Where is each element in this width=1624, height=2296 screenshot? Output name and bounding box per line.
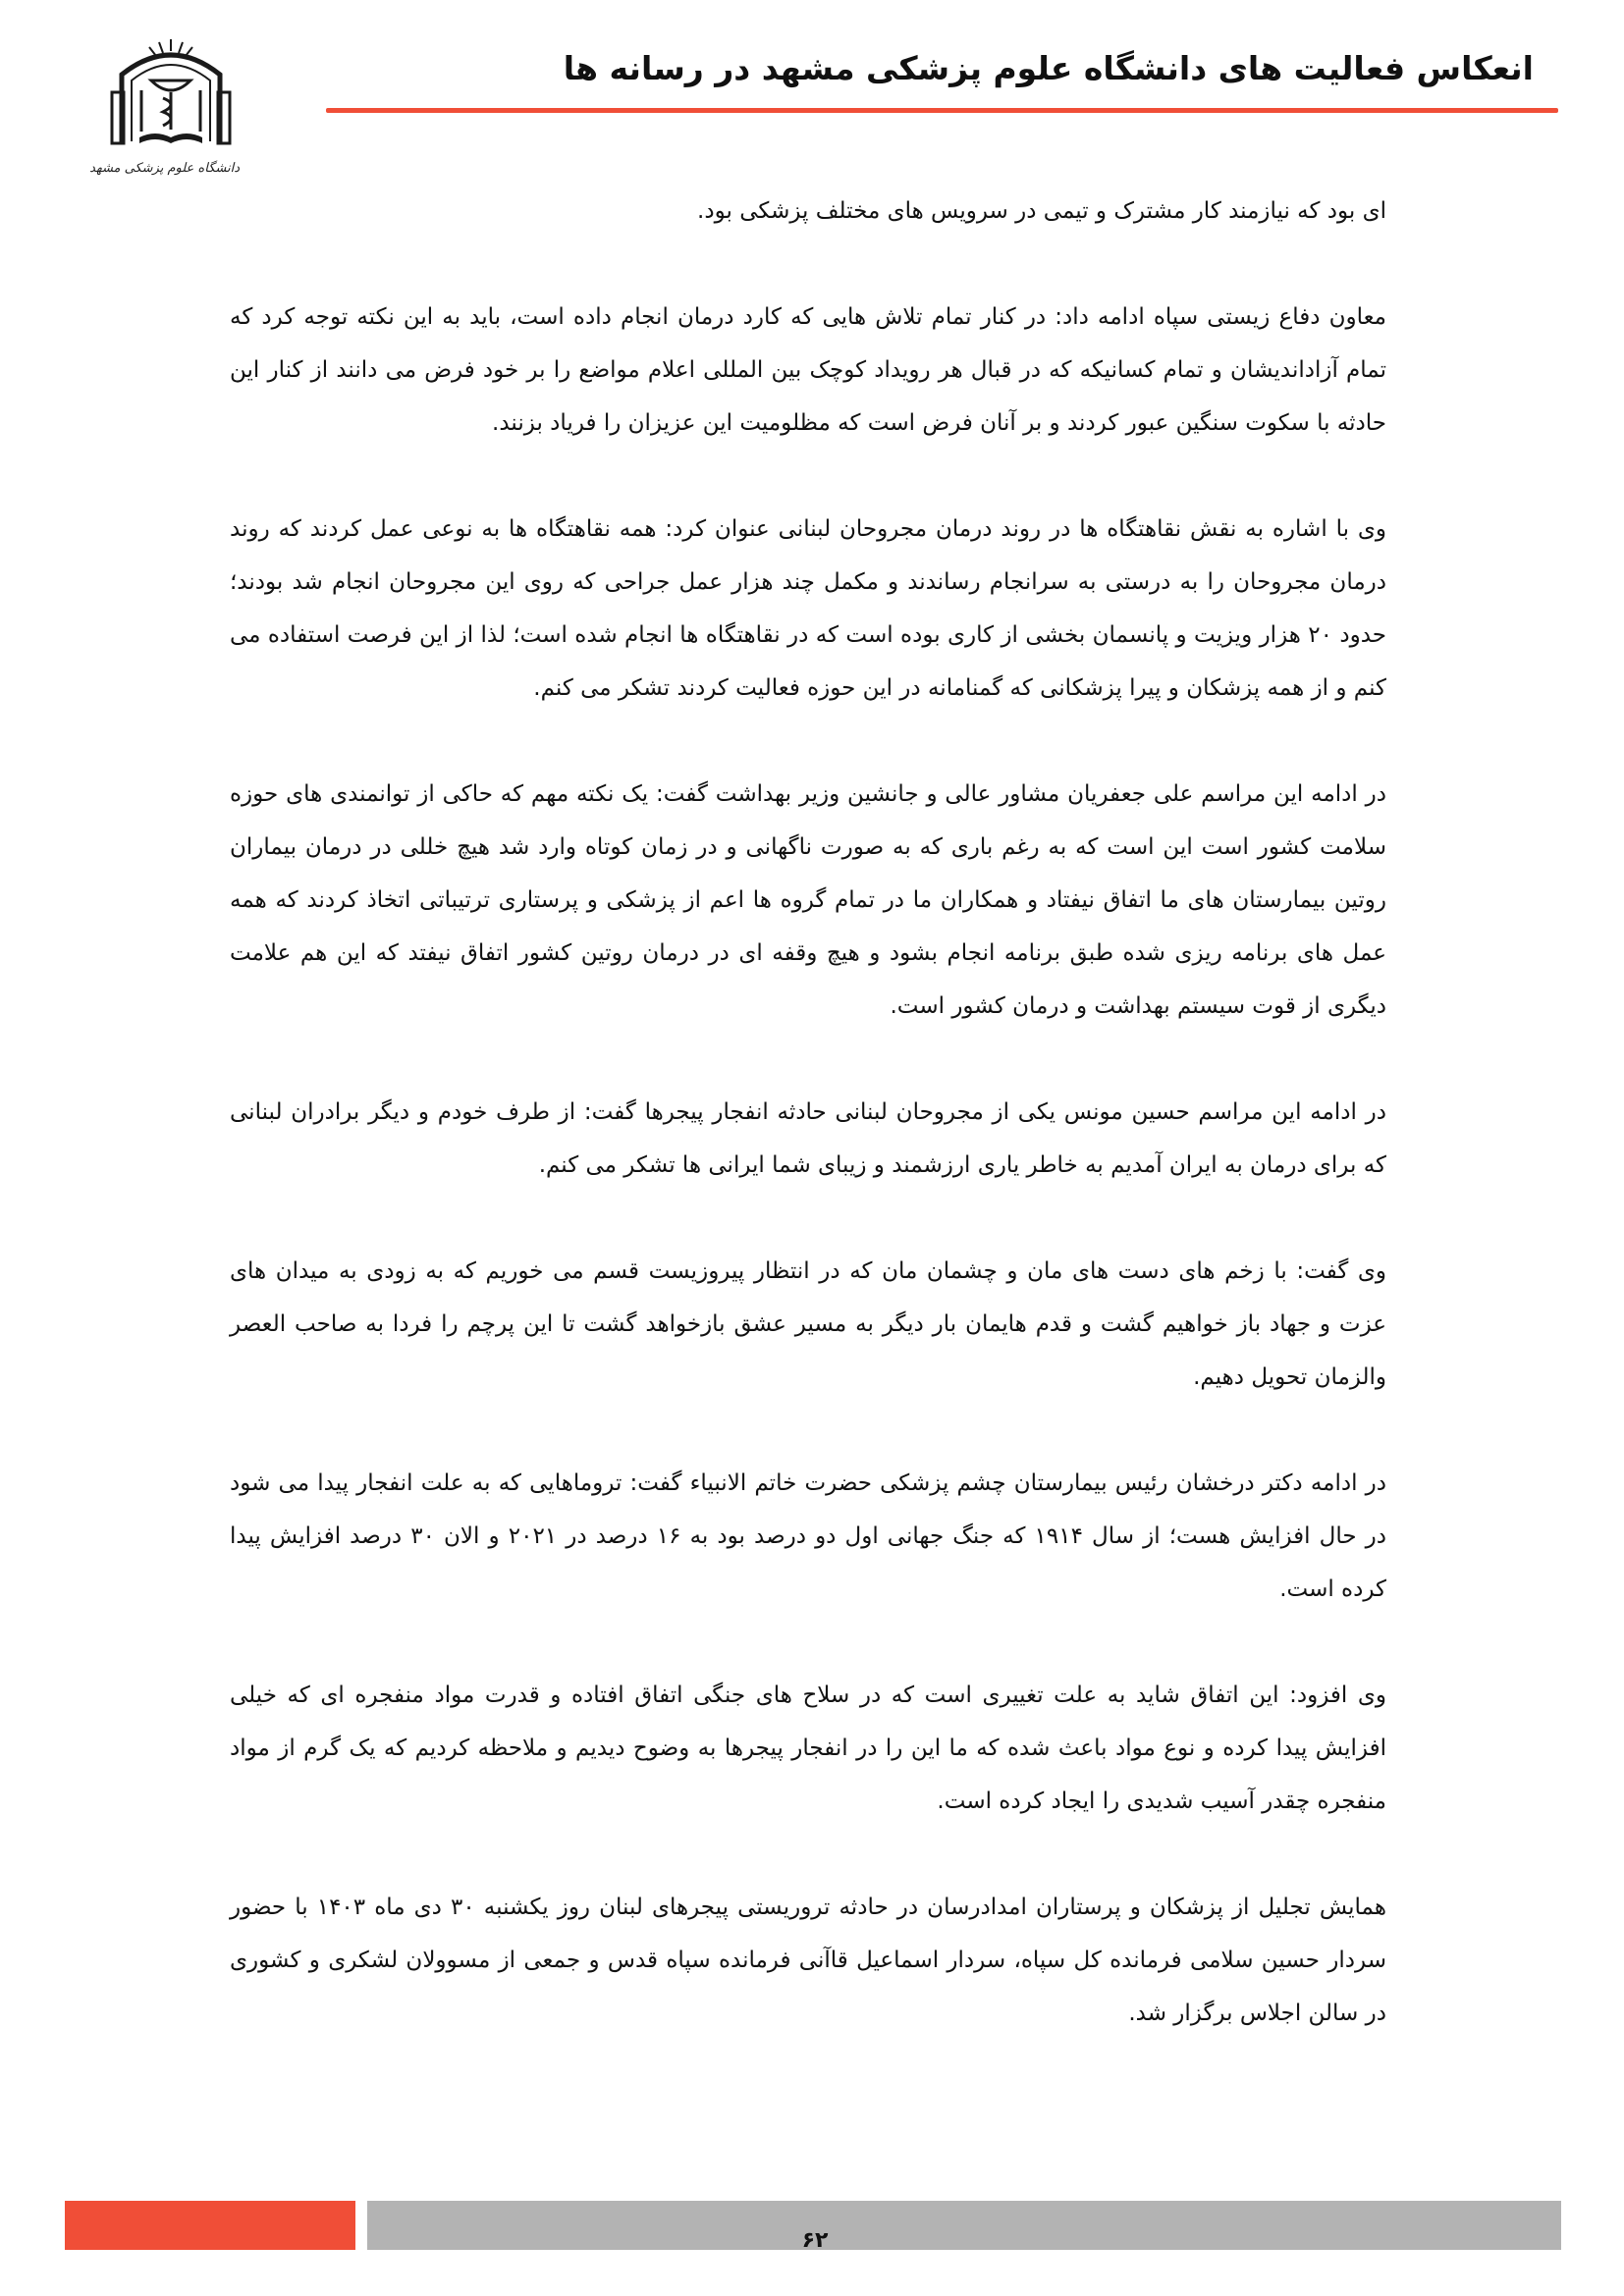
university-logo: [89, 35, 240, 176]
paragraph: وی گفت: با زخم های دست های مان و چشمان مان که در انتظار پیروزیست قسم می خوریم که به زودی به میدان های عزت و جهاد باز خواهیم گشت و قدم هایمان بار دیگر به مسیر عشق بازخواهد گشت تا این پرچم را فردا به صاحب العصر والزمان تحویل دهیم.: [230, 1258, 1386, 1390]
page-header: [0, 0, 1624, 176]
logo-caption: دانشگاه علوم پزشکی مشهد: [89, 161, 240, 176]
paragraph: وی افزود: این اتفاق شاید به علت تغییری است که در سلاح های جنگی اتفاق افتاده و قدرت مواد منفجره ای که خیلی افزایش پیدا کرده و نوع مواد باعث شده که ما این را در انفجار پیجرها به وضوح دیدیم و ملاحظه کردیم که یک گرم از مواد منفجره چقدر آسیب شدیدی را ایجاد کرده است.: [230, 1682, 1386, 1814]
paragraph: معاون دفاع زیستی سپاه ادامه داد: در کنار تمام تلاش هایی که کارد درمان انجام داده است، باید به این نکته توجه کرد که تمام آزاداندیشان و تمام کسانیکه که در قبال هر رویداد کوچک بین المللی اعلام مواضع را بر خود فرض می دانند از کنار این حادثه با سکوت سنگین عبور کردند و بر آنان فرض است که مظلومیت این عزیزان را فریاد بزنند.: [230, 304, 1386, 436]
page-number: ۶۲: [801, 2228, 829, 2253]
header-divider: [326, 108, 1558, 113]
paragraph: همایش تجلیل از پزشکان و پرستاران امدادرسان در حادثه تروریستی پیجرهای لبنان روز یکشنبه ۳۰ دی ماه ۱۴۰۳ با حضور سردار حسین سلامی فرمانده کل سپاه، سردار اسماعیل قاآنی فرمانده سپاه قدس و جمعی از مسوولان لشکری و کشوری در سالن اجلاس برگزار شد.: [230, 1895, 1386, 2026]
paragraph: وی با اشاره به نقش نقاهتگاه ها در روند درمان مجروحان لبنانی عنوان کرد: همه نقاهتگاه ها به نوعی عمل کردند که روند درمان مجروحان را به درستی به سرانجام رساندند و مکمل چند هزار عمل جراحی که روی این مجروحان انجام شد بودند؛ حدود ۲۰ هزار ویزیت و پانسمان بخشی از کاری بوده است که در نقاهتگاه ها انجام شده است؛ لذا از این فرصت استفاده می کنم و از همه پزشکان و پیرا پزشکانی که گمنامانه در این حوزه فعالیت کردند تشکر می کنم.: [230, 516, 1386, 701]
footer-gray-bar: [367, 2201, 1561, 2250]
page-title: انعکاس فعالیت های دانشگاه علوم پزشکی مشهد در رسانه ها: [563, 49, 1534, 87]
university-emblem-icon: [102, 35, 240, 153]
paragraph: ای بود که نیازمند کار مشترک و تیمی در سرویس های مختلف پزشکی بود.: [697, 198, 1386, 224]
footer-accent-bar: [65, 2201, 355, 2250]
article-body: [230, 185, 1386, 2093]
paragraph: در ادامه این مراسم حسین مونس یکی از مجروحان لبنانی حادثه انفجار پیجرها گفت: از طرف خودم و دیگر برادران لبنانی که برای درمان به ایران آمدیم به خاطر یاری ارزشمند و زیبای شما ایرانی ها تشکر می کنم.: [230, 1099, 1386, 1178]
paragraph: در ادامه دکتر درخشان رئیس بیمارستان چشم پزشکی حضرت خاتم الانبیاء گفت: تروماهایی که به علت انفجار پیدا می شود در حال افزایش هست؛ از سال ۱۹۱۴ که جنگ جهانی اول دو درصد بود به ۱۶ درصد در ۲۰۲۱ و الان ۳۰ درصد افزایش پیدا کرده است.: [230, 1470, 1386, 1602]
paragraph: در ادامه این مراسم علی جعفریان مشاور عالی و جانشین وزیر بهداشت گفت: یک نکته مهم که حاکی از توانمندی های حوزه سلامت کشور است این است که به رغم باری که به صورت ناگهانی و در زمان کوتاه وارد شد هیچ خللی در درمان بیماران روتین بیمارستان های ما اتفاق نیفتاد و همکاران ما در تمام گروه ها اعم از پزشکی و پرستاری ترتیباتی اتخاذ کردند که همه عمل های برنامه ریزی شده طبق برنامه انجام بشود و هیچ وقفه ای در درمان روتین کشور اتفاق نیفتد که این هم علامت دیگری از قوت سیستم بهداشت و درمان کشور است.: [230, 781, 1386, 1019]
